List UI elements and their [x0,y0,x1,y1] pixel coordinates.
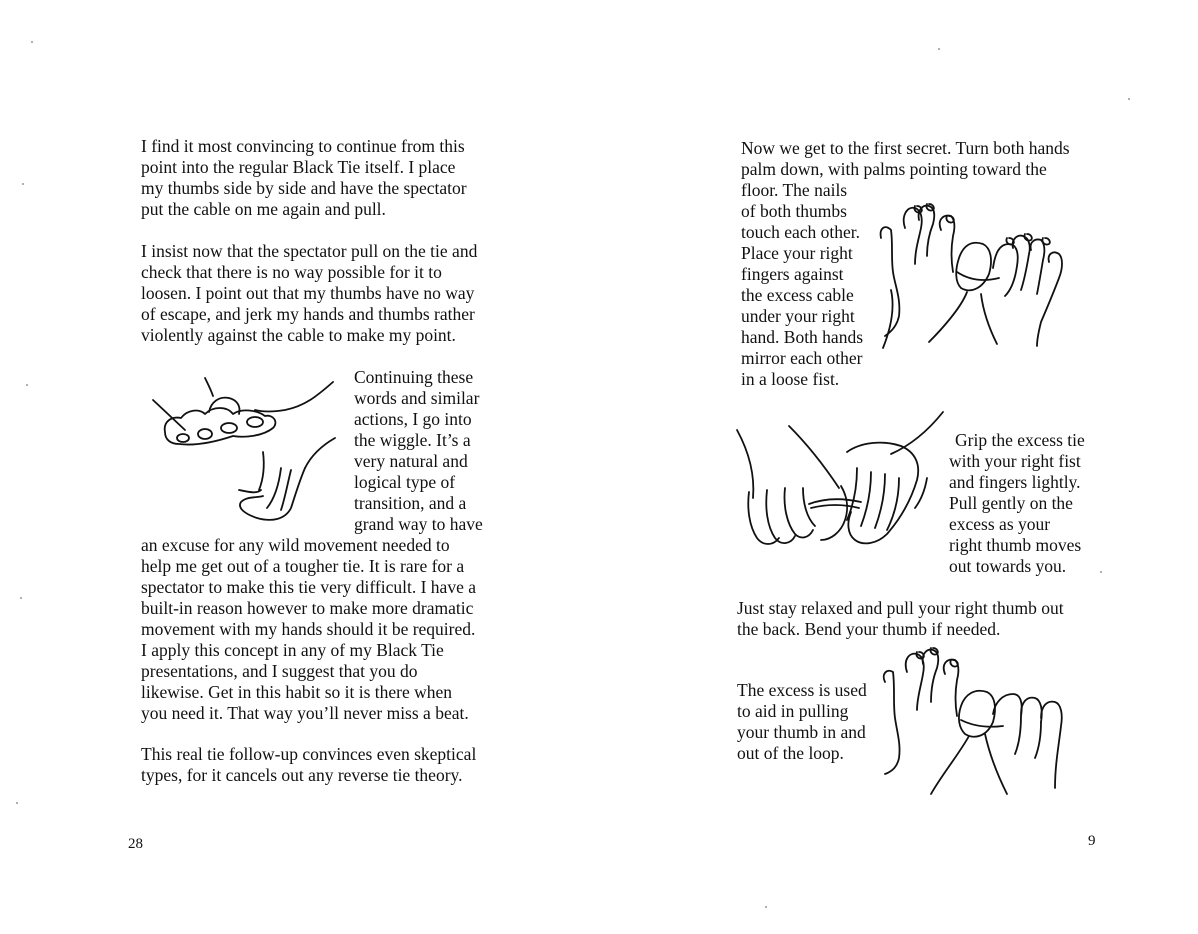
text-line: of escape, and jerk my hands and thumbs rather [141,304,475,324]
left-paragraph-3-side [354,367,483,535]
text-line: Continuing these [354,367,474,387]
fist-grip-illustration [731,408,951,558]
text-line: hand. Both hands [741,327,864,347]
text-line: The excess is used [737,680,867,700]
text-line: to aid in pulling [737,701,849,721]
right-paragraph-2-side [949,430,1085,577]
text-line: under your right [741,306,855,326]
text-line: Just stay relaxed and pull your right thumb out [737,598,1064,618]
thumbs-nails-touching-illustration [871,198,1081,358]
page-number-right: 9 [1088,833,1096,849]
text-line: excess as your [949,514,1051,534]
left-paragraph-2 [141,241,477,346]
scan-speck [31,41,33,43]
text-line: check that there is no way possible for it to [141,262,442,282]
text-line: I find it most convincing to continue from this [141,136,465,156]
text-line: presentations, and I suggest that you do [141,661,418,681]
text-line: This real tie follow-up convinces even skeptical [141,744,477,764]
text-line: point into the regular Black Tie itself. I place [141,157,456,177]
text-line: words and similar [354,388,480,408]
text-line: your thumb in and [737,722,866,742]
text-line: very natural and [354,451,468,471]
text-line: types, for it cancels out any reverse tie theory. [141,765,463,785]
left-paragraph-4 [141,744,476,786]
text-line: and fingers lightly. [949,472,1081,492]
text-line: logical type of [354,472,456,492]
right-page [599,0,1198,934]
text-line: I apply this concept in any of my Black Tie [141,640,444,660]
text-line: out towards you. [949,556,1067,576]
text-line: of both thumbs [741,201,847,221]
text-line: help me get out of a tougher tie. It is rare for a [141,556,465,576]
left-paragraph-1 [141,136,467,220]
scan-speck [1128,98,1130,100]
text-line: the wiggle. It’s a [354,430,471,450]
text-line: movement with my hands should it be required. [141,619,476,639]
text-line: loosen. I point out that my thumbs have no way [141,283,475,303]
text-line: floor. The nails [741,180,848,200]
page-number-left: 28 [128,836,143,852]
text-line: violently against the cable to make my point. [141,325,456,345]
text-line: touch each other. [741,222,861,242]
text-line: an excuse for any wild movement needed to [141,535,450,555]
text-line: fingers against [741,264,844,284]
text-line: my thumbs side by side and have the spectator [141,178,467,198]
thumb-loop-illustration [871,644,1081,804]
left-paragraph-3-continued [141,535,476,724]
right-paragraph-3 [737,598,1064,640]
text-line: with your right fist [949,451,1081,471]
scan-speck [938,48,940,50]
text-line: Place your right [741,243,853,263]
text-line: spectator to make this tie very difficult. I have a [141,577,476,597]
text-line: put the cable on me again and pull. [141,199,386,219]
text-line: right thumb moves [949,535,1082,555]
scan-speck [16,802,18,804]
scan-speck [26,384,28,386]
hands-wiggle-illustration [145,372,345,527]
text-line: mirror each other [741,348,863,368]
text-line: out of the loop. [737,743,844,763]
text-line: transition, and a [354,493,467,513]
text-line: Now we get to the first secret. Turn both hands [741,138,1070,158]
right-paragraph-4-side [737,680,867,764]
text-line: built-in reason however to make more dramatic [141,598,474,618]
text-line: in a loose fist. [741,369,840,389]
text-line: palm down, with palms pointing toward the [741,159,1047,179]
scan-speck [22,183,24,185]
scan-speck [1100,571,1102,573]
text-line: the back. Bend your thumb if needed. [737,619,1001,639]
scan-speck [20,597,22,599]
text-line: actions, I go into [354,409,472,429]
text-line: I insist now that the spectator pull on the tie and [141,241,478,261]
text-line: Grip the excess tie [955,430,1085,450]
text-line: likewise. Get in this habit so it is there when [141,682,453,702]
text-line: the excess cable [741,285,854,305]
text-line: you need it. That way you’ll never miss a beat. [141,703,469,723]
text-line: grand way to have [354,514,483,534]
scan-speck [765,906,767,908]
text-line: Pull gently on the [949,493,1073,513]
